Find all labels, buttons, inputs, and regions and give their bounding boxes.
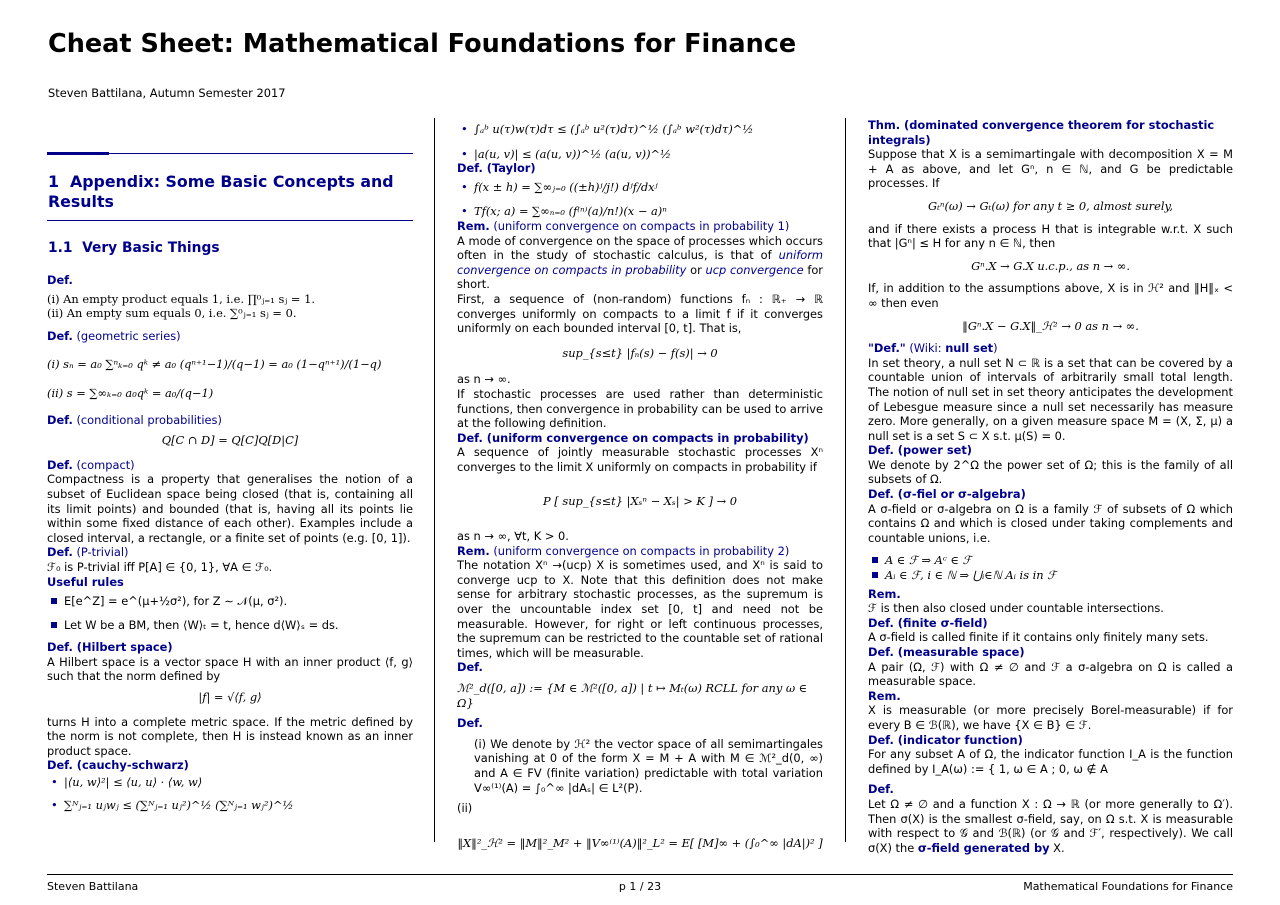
column-divider-1 (434, 118, 435, 842)
rem-intersections-text: ℱ is then also closed under countable intersections. (868, 601, 1164, 616)
power-set-text: We denote by 2^Ω the power set of Ω; this is the family of all subsets of Ω. (868, 457, 1233, 487)
h2-norm-formula: ‖X‖²_ℋ² = ‖M‖²_M² + ‖V∞⁽¹⁾(A)‖²_L² = E[ [M]∞ + (∫₀^∞ |dA|)² ] (457, 835, 823, 850)
dominated-convergence-heading: Thm. (dominated convergence theorem for stochastic integrals) (868, 118, 1215, 147)
column-1 (47, 152, 413, 872)
section-rule-top (47, 152, 413, 155)
rule-2: Let W be a BM, then ⟨W⟩ₜ = t, hence d⟨W⟩ₛ = ds. (47, 618, 413, 633)
finite-sigma-field-text: A σ-field is called finite if it contains only finitely many sets. (868, 630, 1209, 645)
rem-ucp-1-text-3: as n → ∞. (457, 372, 511, 387)
dominated-convergence-formula-3: ‖Gⁿ.X − G.X‖_ℋ² → 0 as n → ∞. (962, 318, 1139, 333)
column-divider-2 (845, 118, 846, 842)
column-2 (457, 118, 823, 878)
integral-inequality: • ∫ₐᵇ u(τ)w(τ)dτ ≤ (∫ₐᵇ u²(τ)dτ)^½ (∫ₐᵇ w²(τ)dτ)^½ (457, 122, 823, 137)
sigma-rule-2: Aᵢ ∈ ℱ, i ∈ ℕ ⇒ ⋃ᵢ∈ℕ Aᵢ is in ℱ (868, 568, 1233, 583)
rem-ucp-2-heading: Rem. (uniform convergence on compacts in probability 2) (457, 543, 790, 558)
sigma-rule-1: A ∈ ℱ ⇒ Aᶜ ∈ ℱ (868, 553, 1233, 568)
def-m2-heading: Def. (457, 660, 483, 675)
m2-formula: ℳ²_d([0, a]) := {M ∈ ℳ²([0, a]) | t ↦ Mₜ(ω) RCLL for any ω ∈ Ω} (457, 681, 808, 710)
p-trivial-text: ℱ₀ is P-trivial iff P[A] ∈ {0, 1}, ∀A ∈ ℱ₀. (47, 559, 273, 574)
geometric-series-heading: Def. (geometric series) (47, 328, 181, 343)
geometric-series-i: (i) sₙ = a₀ ∑ⁿₖ₌₀ qᵏ ≠ a₀ (qⁿ⁺¹−1)/(q−1) = a₀ (1−qⁿ⁺¹)/(1−q) (47, 357, 382, 372)
finite-sigma-field-heading: Def. (finite σ-field) (868, 615, 988, 630)
cauchy-schwarz-2: • ∑ᴺⱼ₌₁ uⱼwⱼ ≤ (∑ᴺⱼ₌₁ uⱼ²)^½ (∑ᴺⱼ₌₁ wⱼ²)^½ (47, 798, 413, 813)
dominated-convergence-formula-1: Gₜⁿ(ω) → Gₜ(ω) for any t ≥ 0, almost surely, (927, 198, 1174, 213)
semimartingale-def: (i) We denote by ℋ² the vector space of all semimartingales vanishing at 0 of the form X = M + A with M ∈ ℳ²_d(0, ∞) and A ∈ FV (finite variation) predictable with total variation V∞⁽¹⁾(A) = ∫₀^∞ |dAₛ| ∈ L²(P). (474, 736, 823, 795)
measurable-space-heading: Def. (measurable space) (868, 645, 1025, 659)
taylor-heading: Def. (Taylor) (457, 161, 536, 176)
rem-ucp-1-formula: sup_{s≤t} |fₙ(s) − f(s)| → 0 (562, 345, 718, 360)
section-heading: 1 Appendix: Some Basic Concepts and Results (48, 172, 394, 211)
empty-product: (i) An empty product equals 1, i.e. ∏⁰ⱼ₌₁ sⱼ = 1. (47, 291, 315, 306)
hilbert-text-2: turns H into a complete metric space. If the metric defined by the norm is not complete, then H is instead known as an inner product space. (47, 714, 413, 758)
rem-ucp-1-text-2: First, a sequence of (non-random) functions fₙ : ℝ₊ → ℝ converges uniformly on compacts to a limit f if it converges uniformly on each bounded interval [0, t]. That is, (457, 291, 823, 336)
useful-rules-heading: Useful rules (47, 574, 124, 589)
rem-measurable-heading: Rem. (868, 688, 901, 703)
conditional-probabilities-heading: Def. (conditional probabilities) (47, 412, 222, 427)
hilbert-text: A Hilbert space is a vector space H with an inner product ⟨f, g⟩such that the norm defined by (47, 654, 413, 684)
compact-heading: Def. (compact) (47, 457, 135, 472)
measurable-space-text: A pair (Ω, ℱ) with Ω ≠ ∅ and ℱ a σ-algebra on Ω is called a measurable space. (868, 659, 1233, 689)
rule-1: E[e^Z] = e^(μ+½σ²), for Z ∼ 𝒩(μ, σ²). (47, 594, 413, 609)
def-h2-heading: Def. (457, 716, 483, 731)
rem-measurable-text: X is measurable (or more precisely Borel-measurable) if for every B ∈ ℬ(ℝ), we have {X ∈ B} ∈ ℱ. (868, 703, 1233, 732)
cauchy-schwarz-heading: Def. (cauchy-schwarz) (47, 758, 189, 773)
footer-right: Mathematical Foundations for Finance (1023, 880, 1233, 893)
section-rule-bottom (47, 220, 413, 221)
dominated-convergence-formula-2: Gⁿ.X → G.X u.c.p., as n → ∞. (971, 258, 1130, 273)
dominated-convergence-text-2: and if there exists a process H that is integrable w.r.t. X such that |Gⁿ| ≤ H for any n ∈ ℕ, then (868, 221, 1233, 251)
footer-left: Steven Battilana (47, 880, 139, 893)
page-title: Cheat Sheet: Mathematical Foundations for Finance (48, 29, 797, 59)
rem-ucp-1-text-4: If stochastic processes are used rather than deterministic functions, then convergence in probability can be used to arrive at the following definition. (457, 386, 823, 431)
taylor-1: • f(x ± h) = ∑∞ⱼ₌₀ ((±h)ʲ/j!) dʲf/dxʲ (457, 180, 823, 195)
author-line: Steven Battilana, Autumn Semester 2017 (48, 86, 286, 100)
def-heading: Def. (47, 273, 73, 287)
ucp-text: A sequence of jointly measurable stochastic processes Xⁿ converges to the limit X uniformly on compacts in probability if (457, 445, 823, 474)
indicator-text: For any subset A of Ω, the indicator function I_A is the function defined by I_A(ω) := { 1, ω ∈ A ; 0, ω ∉ A (868, 747, 1233, 776)
taylor-2: • Tf(x; a) = ∑∞ₙ₌₀ (f⁽ⁿ⁾(a)/n!)(x − a)ⁿ (457, 204, 823, 219)
null-set-text: In set theory, a null set N ⊂ ℝ is a set that can be covered by a countable union of intervals of arbitrarily small total length. The notion of null set in set theory anticipates the development of Lebesgue measure since a null set necessarily has measure zero. More generally, on a given measure space M = (X, Σ, μ) a null set is a set S ⊂ X s.t. μ(S) = 0. (868, 355, 1233, 443)
geometric-series-ii: (ii) s = ∑∞ₖ₌₀ a₀qᵏ = a₀/(q−1) (47, 385, 214, 400)
power-set-heading: Def. (power set) (868, 443, 972, 458)
dominated-convergence-text: Suppose that X is a semimartingale with decomposition X = M + A as above, and let Gⁿ, n ∈ ℕ, and G be predictable processes. If (868, 147, 1233, 191)
hilbert-formula: |f| = √⟨f, g⟩ (198, 690, 262, 705)
dominated-convergence-text-3: If, in addition to the assumptions above, X is in ℋ² and ‖H‖ₓ < ∞ then even (868, 281, 1233, 310)
ucp-heading: Def. (uniform convergence on compacts in probability) (457, 430, 809, 445)
sigma-algebra-heading: Def. (σ-fiel or σ-algebra) (868, 487, 1026, 502)
def-generated-heading: Def. (868, 782, 894, 797)
column-3 (868, 118, 1233, 878)
compact-text: Compactness is a property that generalises the notion of a subset of Euclidean space being closed (that is, containing all its limit points) and bounded (that is, having all its points lie within some fixed distance of each other). Examples include a closed interval, a rectangle, or a finite set of points (e.g. [0, 1]). (47, 472, 413, 545)
sigma-algebra-text: A σ-field or σ-algebra on Ω is a family ℱ of subsets of Ω which contains Ω and which is closed under taking complements and countable unions, i.e. (868, 501, 1233, 545)
ucp-text-2: as n → ∞, ∀t, K > 0. (457, 529, 569, 544)
indicator-heading: Def. (indicator function) (868, 732, 1023, 747)
subsection-heading: 1.1 Very Basic Things (48, 240, 220, 256)
rem-ucp-2-text: The notation Xⁿ →(ucp) X is sometimes used, and Xⁿ is said to converge ucp to X. Note that this definition does not make sense for arbitrary stochastic processes, as the supremum is over the uncountable index set [0, t] and need not be measurable. However, for right or left continuous processes, the supremum can be restricted to the countable set of rational times, which will be measurable. (457, 558, 823, 660)
semimartingale-ii-label: (ii) (457, 801, 473, 816)
rem-ucp-1-heading: Rem. (uniform convergence on compacts in probability 1) (457, 218, 790, 233)
rem-ucp-1-text: A mode of convergence on the space of processes which occurs often in the study of stochastic calculus, is that of uniform convergence on compacts in probability or ucp convergence for short. (457, 233, 823, 292)
null-set-heading: "Def." (Wiki: null set) (868, 341, 998, 356)
rem-intersections-heading: Rem. (868, 586, 901, 601)
footer-page-number: p 1 / 23 (618, 880, 662, 893)
cauchy-schwarz-1: • |⟨u, w⟩²| ≤ ⟨u, u⟩ · ⟨w, w⟩ (47, 775, 413, 790)
empty-sum: (ii) An empty sum equals 0, i.e. ∑⁰ⱼ₌₁ sⱼ = 0. (47, 306, 297, 321)
def-generated-text: Let Ω ≠ ∅ and a function X : Ω → ℝ (or more generally to Ω′). Then σ(X) is the smallest σ-field, say, on Ω s.t. X is measurable with respect to 𝒢 and ℬ(ℝ) (or 𝒢 and ℱ′, respectively). We call σ(X) the σ-field generated by X. (868, 796, 1233, 855)
bilinear-inequality: • |a(u, v)| ≤ (a(u, v))^½ (a(u, v))^½ (457, 147, 823, 162)
footer-rule (47, 874, 1233, 875)
hilbert-heading: Def. (Hilbert space) (47, 640, 173, 655)
conditional-probabilities-formula: Q[C ∩ D] = Q[C]Q[D|C] (161, 433, 299, 448)
p-trivial-heading: Def. (P-trivial) (47, 545, 129, 560)
ucp-formula: P [ sup_{s≤t} |Xₛⁿ − Xₛ| > K ] → 0 (543, 494, 737, 509)
